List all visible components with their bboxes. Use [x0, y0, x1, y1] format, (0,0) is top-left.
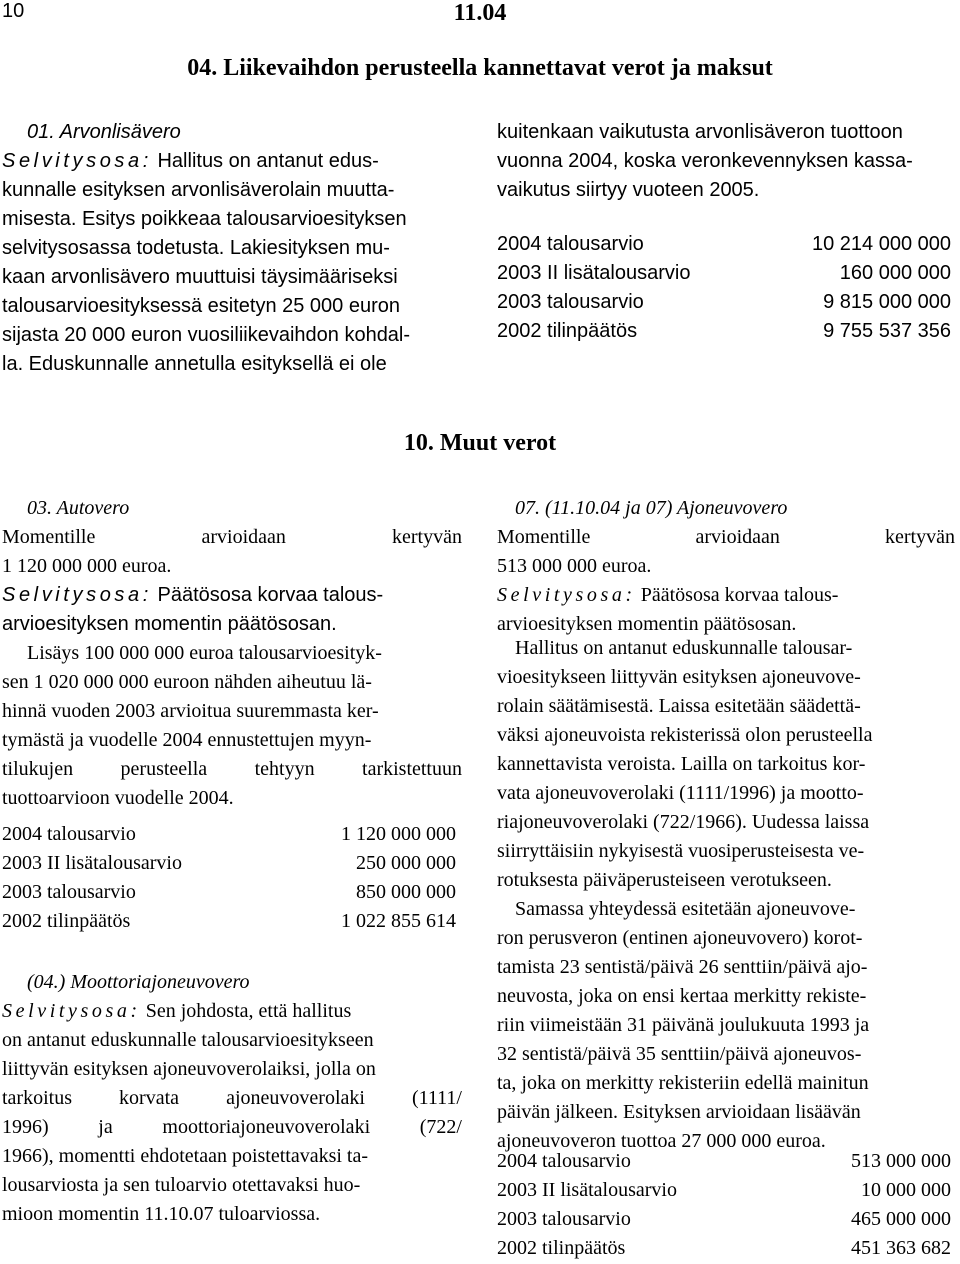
paragraph-line: lousarviosta ja sen tuloarvio otettavaksi huo- [2, 1174, 361, 1196]
paragraph-line: liittyvän esityksen ajoneuvoverolaiksi, jolla on [2, 1058, 376, 1080]
paragraph-line: kaan arvonlisävero muuttuisi täysimääriseksi [2, 266, 398, 288]
figure-row [497, 1205, 951, 1234]
paragraph-line: kuitenkaan vaikutusta arvonlisäveron tuottoon [497, 121, 903, 143]
figure-row [2, 849, 456, 878]
figure-row [497, 1176, 951, 1205]
paragraph-line: Lisäys 100 000 000 euroa talousarvioesityk- [27, 642, 382, 664]
selvitysosa-label: Selvitysosa: [2, 1000, 141, 1022]
paragraph-line: on antanut eduskunnalle talousarvioesitykseen [2, 1029, 374, 1051]
paragraph-line: kannettavista veroista. Lailla on tarkoitus kor- [497, 753, 866, 775]
paragraph-line: ajoneuvoveron tuottoa 27 000 000 euroa. [497, 1130, 826, 1152]
item-title: 01. Arvonlisävero [27, 121, 181, 143]
figure-label: 2003 talousarvio [497, 1208, 631, 1230]
figure-row [2, 878, 456, 907]
figure-label: 2004 talousarvio [497, 1150, 631, 1172]
paragraph-line: neuvosta, joka on ensi kertaa merkitty rekiste- [497, 985, 867, 1007]
paragraph-line: Momentille arvioidaan kertyvän [497, 526, 955, 548]
paragraph-line: Päätösosa korvaa talous- [157, 584, 384, 606]
paragraph-line: riin viimeistään 31 päivänä joulukuuta 1993 ja [497, 1014, 870, 1036]
figure-amount: 250 000 000 [356, 852, 456, 874]
figure-row [497, 259, 951, 288]
paragraph-line: la. Eduskunnalle annetulla esityksellä ei ole [2, 353, 387, 375]
muut-verot-heading: 10. Muut verot [403, 430, 557, 456]
selvitysosa-line [2, 147, 379, 176]
paragraph-line: päivän jälkeen. Esityksen arvioidaan lisäävän [497, 1101, 861, 1123]
figure-row [2, 907, 456, 936]
figure-label: 2003 talousarvio [2, 881, 136, 903]
figure-row [497, 317, 951, 346]
figure-row [497, 230, 951, 259]
figure-amount: 10 214 000 000 [811, 233, 951, 255]
figure-label: 2002 tilinpäätös [497, 1237, 626, 1259]
paragraph-line: misesta. Esitys poikkeaa talousarvioesityksen [2, 208, 407, 230]
section-title: 04. Liikevaihdon perusteella kannettavat verot ja maksut [187, 55, 773, 81]
paragraph-line: rolain säätämisestä. Laissa esitetään säädettä- [497, 695, 861, 717]
paragraph-line: tuottoarvioon vuodelle 2004. [2, 787, 234, 809]
page-number: 10 [2, 0, 25, 22]
selvitysosa-label: Selvitysosa: [2, 584, 152, 606]
figure-amount: 160 000 000 [839, 262, 951, 284]
paragraph-line: siirryttäisiin nykyisestä vuosiperusteisesta ve- [497, 840, 865, 862]
paragraph-line: Sen johdosta, että hallitus [145, 1000, 352, 1022]
paragraph-line: tarkoitus korvata ajoneuvoverolaki (1111/ [2, 1087, 462, 1109]
paragraph-line: rotuksesta päiväperusteiseen verotukseen. [497, 869, 832, 891]
item-title: 07. (11.10.04 ja 07) Ajoneuvovero [515, 497, 788, 519]
figure-amount: 9 815 000 000 [823, 291, 951, 313]
figure-amount: 451 363 682 [851, 1237, 951, 1259]
figure-label: 2004 talousarvio [497, 233, 644, 255]
paragraph-line: 1966), momentti ehdotetaan poistettavaksi ta- [2, 1145, 369, 1167]
paragraph-line: Hallitus on antanut eduskunnalle talousar- [515, 637, 853, 659]
paragraph-line: 513 000 000 euroa. [497, 555, 652, 577]
figure-label: 2003 II lisätalousarvio [2, 852, 182, 874]
paragraph-line: ron perusveron (entinen ajoneuvovero) korot- [497, 927, 863, 949]
paragraph-line: selvitysosassa todetusta. Lakiesityksen mu- [2, 237, 390, 259]
paragraph-line: ta, joka on merkitty rekisteriin edellä mainitun [497, 1072, 869, 1094]
figure-label: 2002 tilinpäätös [2, 910, 131, 932]
figure-row [497, 288, 951, 317]
figure-amount: 850 000 000 [356, 881, 456, 903]
paragraph-line: vaikutus siirtyy vuoteen 2005. [497, 179, 760, 201]
figure-label: 2004 talousarvio [2, 823, 136, 845]
paragraph-line: tilukujen perusteella tehtyyn tarkistettuun [2, 758, 462, 780]
chapter-code: 11.04 [453, 0, 507, 26]
paragraph-line: Päätösosa korvaa talous- [640, 584, 839, 606]
paragraph-line: hinnä vuoden 2003 arvioitua suuremmasta ker- [2, 700, 379, 722]
figure-amount: 1 022 855 614 [341, 910, 456, 932]
paragraph-line: vioesitykseen liittyvän esityksen ajoneuvove- [497, 666, 861, 688]
paragraph-line: mioon momentin 11.10.07 tuloarviossa. [2, 1203, 321, 1225]
figure-label: 2003 II lisätalousarvio [497, 1179, 677, 1201]
paragraph-line: Momentille arvioidaan kertyvän [2, 526, 462, 548]
paragraph-line: 32 sentistä/päivä 35 senttiin/päivä ajoneuvos- [497, 1043, 862, 1065]
paragraph-line: tamista 23 sentistä/päivä 26 senttiin/päivä ajo- [497, 956, 868, 978]
paragraph-line: vuonna 2004, koska veronkevennyksen kassa- [497, 150, 913, 172]
paragraph-line: riajoneuvoverolaki (722/1966). Uudessa laissa [497, 811, 870, 833]
figure-amount: 1 120 000 000 [341, 823, 456, 845]
figure-row [497, 1147, 951, 1176]
figure-label: 2002 tilinpäätös [497, 320, 638, 342]
figure-amount: 9 755 537 356 [823, 320, 951, 342]
paragraph-line: arvioesityksen momentin päätösosan. [497, 613, 797, 635]
paragraph-line: Hallitus on antanut edus- [157, 150, 379, 172]
selvitysosa-line [2, 997, 351, 1026]
selvitysosa-line [2, 581, 383, 610]
selvitysosa-line [497, 581, 838, 610]
paragraph-line: väksi ajoneuvoista rekisterissä olon perusteella [497, 724, 873, 746]
paragraph-line: sijasta 20 000 euron vuosiliikevaihdon kohdal- [2, 324, 411, 346]
selvitysosa-label: Selvitysosa: [2, 150, 152, 172]
item-title: (04.) Moottoriajoneuvovero [27, 971, 250, 993]
item-title [27, 494, 129, 523]
selvitysosa-label: Selvitysosa: [497, 584, 636, 606]
item-title-text: 03. Autovero [27, 497, 130, 519]
paragraph-line: kunnalle esityksen arvonlisäverolain muutta- [2, 179, 395, 201]
paragraph-line: 1996) ja moottoriajoneuvoverolaki (722/ [2, 1116, 462, 1138]
figure-label: 2003 II lisätalousarvio [497, 262, 691, 284]
paragraph-line: 1 120 000 000 euroa. [2, 555, 172, 577]
paragraph-line: tymästä ja vuodelle 2004 ennustettujen myyn- [2, 729, 372, 751]
paragraph-line: vata ajoneuvoverolaki (1111/1996) ja mootto- [497, 782, 864, 804]
figure-row [2, 820, 456, 849]
paragraph-line: talousarvioesityksessä esitetyn 25 000 euron [2, 295, 401, 317]
paragraph-line: sen 1 020 000 000 euroon nähden aiheutuu lä- [2, 671, 372, 693]
figure-amount: 513 000 000 [851, 1150, 951, 1172]
paragraph-line: arvioesityksen momentin päätösosan. [2, 613, 337, 635]
paragraph-line: Samassa yhteydessä esitetään ajoneuvove- [515, 898, 856, 920]
figure-amount: 10 000 000 [861, 1179, 951, 1201]
figure-amount: 465 000 000 [851, 1208, 951, 1230]
figure-row [497, 1234, 951, 1263]
figure-label: 2003 talousarvio [497, 291, 644, 313]
